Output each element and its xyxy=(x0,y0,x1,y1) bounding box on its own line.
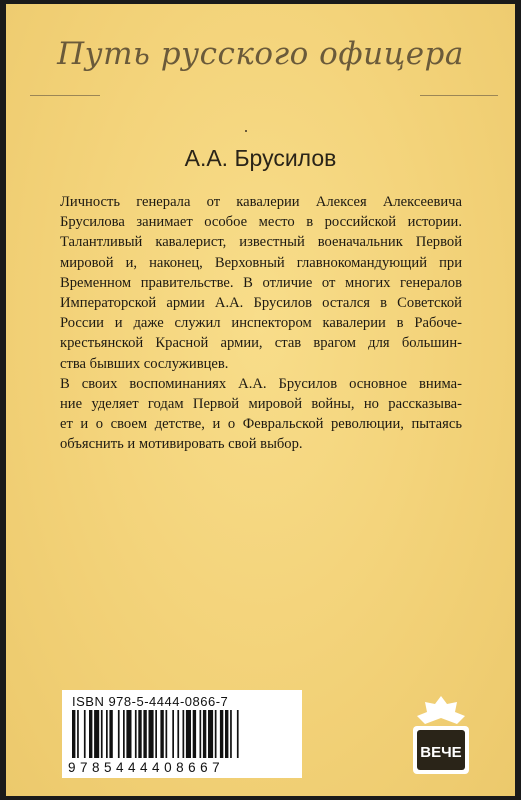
barcode-digits: 9785444408667 xyxy=(68,760,225,775)
description-line: Личность генерала от кавалерии Алексея Алексеевича xyxy=(60,194,462,210)
series-rule-right xyxy=(420,95,498,96)
description-line: Императорской армии А.А. Брусилов остался в Советской xyxy=(60,295,462,312)
description-line: объяснить и мотивировать свой выбор. xyxy=(60,436,303,453)
series-title: Путь русского офицера xyxy=(57,36,464,72)
description-line: Талантливый кавалерист, известный военачальник Первой xyxy=(60,234,462,251)
description-line: ние уделяет годам Первой мировой войны, но рассказыва- xyxy=(60,396,462,413)
barcode-bars xyxy=(72,710,292,760)
description-line: В своих воспоминаниях А.А. Брусилов основное внима- xyxy=(60,375,462,392)
ornament-dot xyxy=(245,130,247,132)
description-line: мировой и, наконец, Верховный главнокомандующий при xyxy=(60,254,462,271)
publisher-logo-text: ВЕЧЕ xyxy=(420,744,462,761)
isbn-label: ISBN 978-5-4444-0866-7 xyxy=(72,694,229,709)
description-line: крестьянской Красной армии, став врагом для большин- xyxy=(60,335,462,352)
series-rule-left xyxy=(30,95,100,96)
publisher-logo xyxy=(407,694,475,778)
description-line: ет и о своем детстве, и о Февральской революции, пытаясь xyxy=(60,416,462,433)
description-line: Временном правительстве. В отличие от многих генералов xyxy=(60,274,462,291)
isbn-barcode xyxy=(62,690,302,778)
description-line: России и даже служил инспектором кавалерии в Рабоче- xyxy=(60,315,462,332)
author-name: А.А. Брусилов xyxy=(184,145,337,171)
description-line: ства бывших сослуживцев. xyxy=(60,355,229,372)
description-line: Брусилова занимает особое место в российской истории. xyxy=(60,214,462,231)
description-text xyxy=(60,192,462,455)
